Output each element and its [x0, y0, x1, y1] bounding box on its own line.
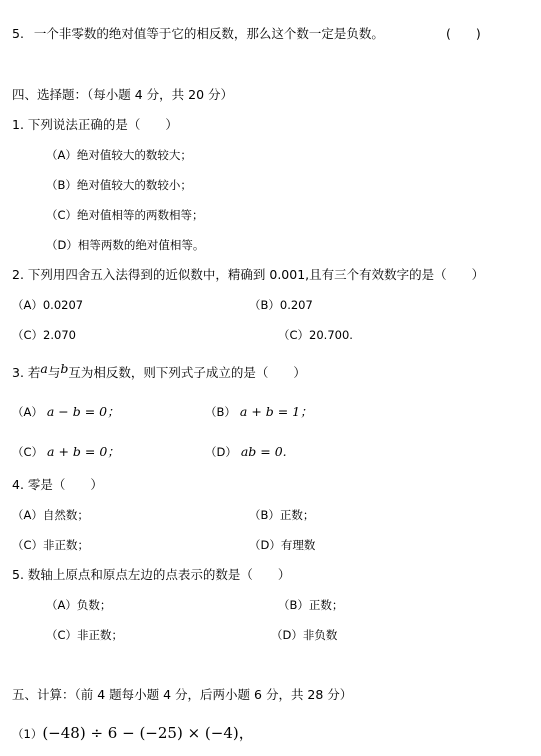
q3-option-label: （D） [205, 445, 237, 459]
question-2-stem: 2. 下列用四舍五入法得到的近似数中，精确到 0.001,且有三个有效数字的是（ ） [12, 267, 485, 282]
question-1-stem: 1. 下列说法正确的是（ ） [12, 117, 178, 132]
problem-1-expr: (−48) ÷ 6 − (−25) × (−4)， [42, 724, 254, 742]
q4-option-a: （A）自然数； [12, 508, 89, 522]
answer-blank: ( ) [446, 26, 481, 41]
q2-option-b: （B）0.207 [249, 298, 313, 312]
problem-1-label: （1） [12, 727, 43, 741]
q1-option-a: （A）绝对值较大的数较大； [46, 148, 192, 162]
q1-option-d: （D）相等两数的绝对值相等。 [46, 238, 205, 252]
q4-option-c: （C）非正数； [12, 538, 90, 552]
q3-option-label: （C） [12, 445, 44, 459]
q3-stem-mid: 与 [47, 365, 61, 380]
q2-option-a: （A）0.0207 [12, 298, 84, 312]
q3-stem-prefix: 3. 若 [12, 365, 41, 380]
q3-option-expr: a + b = 0； [47, 444, 120, 459]
q3-var-a: a [40, 361, 48, 376]
section-5-heading: 五、计算：（前 4 题每小题 4 分，后两小题 6 分，共 28 分） [12, 687, 353, 702]
q3-option-expr: ab = 0. [240, 444, 287, 459]
q3-stem-suffix: 互为相反数，则下列式子成立的是（ ） [68, 365, 306, 380]
section-4-heading: 四、选择题：（每小题 4 分，共 20 分） [12, 87, 234, 102]
q5-option-a: （A）负数； [46, 598, 112, 612]
tf-item-number: 5. [12, 26, 24, 41]
q3-option-c [12, 444, 120, 460]
q3-option-expr: a − b = 0； [46, 404, 120, 419]
q3-option-a [12, 404, 120, 420]
q5-option-d: （D）非负数 [271, 628, 338, 642]
q3-option-label: （B） [205, 405, 236, 419]
question-4-stem: 4. 零是（ ） [12, 477, 103, 492]
q2-option-d: （C）20.700. [278, 328, 353, 342]
q5-option-b: （B）正数； [278, 598, 344, 612]
q1-option-c: （C）绝对值相等的两数相等； [46, 208, 204, 222]
q1-option-b: （B）绝对值较大的数较小； [46, 178, 192, 192]
q4-option-d: （D）有理数 [249, 538, 316, 552]
q5-option-c: （C）非正数； [46, 628, 124, 642]
q3-option-expr: a + b = 1； [239, 404, 313, 419]
q3-option-b [205, 404, 313, 420]
tf-item-text: 一个非零数的绝对值等于它的相反数，那么这个数一定是负数。 [33, 26, 384, 41]
q3-var-b: b [60, 361, 69, 376]
q2-option-c: （C）2.070 [12, 328, 76, 342]
q3-option-d [205, 444, 287, 460]
problem-1 [12, 722, 254, 745]
q4-option-b: （B）正数； [249, 508, 315, 522]
question-5-stem: 5. 数轴上原点和原点左边的点表示的数是（ ） [12, 567, 291, 582]
q3-option-label: （A） [12, 405, 43, 419]
question-3-stem [12, 361, 306, 381]
tf-item-5 [12, 26, 384, 42]
